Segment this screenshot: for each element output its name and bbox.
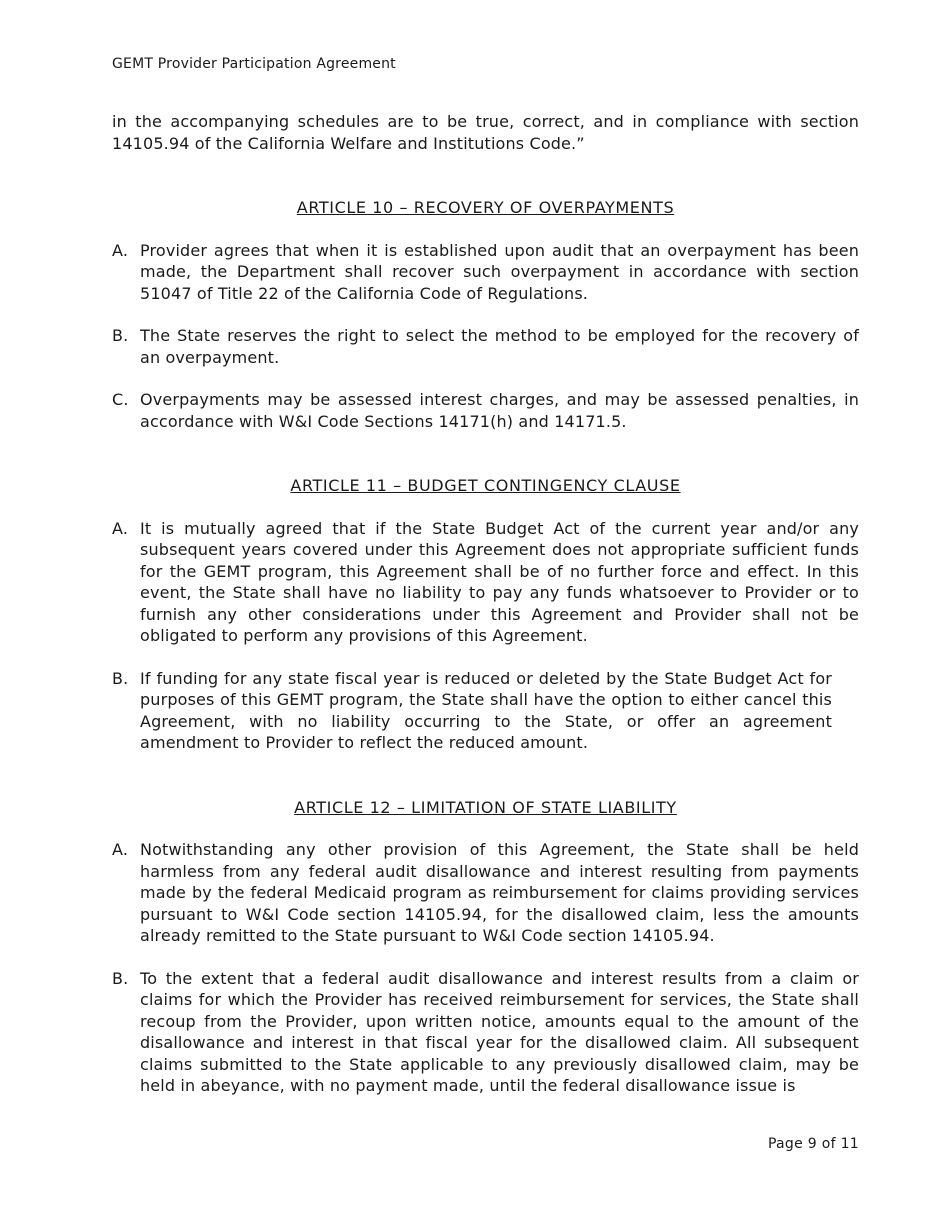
item-label: A. <box>112 840 129 859</box>
article-12-heading: ARTICLE 12 – LIMITATION OF STATE LIABILITY <box>294 797 677 817</box>
article-11-item-b <box>112 668 859 754</box>
item-text: If funding for any state fiscal year is reduced or deleted by the State Budget Act for purposes of this GEMT program, the State shall have the option to either cancel this Agreement, with no liability occurring to the State, or offer an agreement amendment to Provider to reflect the reduced amount. <box>140 668 832 752</box>
item-label: B. <box>112 668 129 688</box>
article-11-heading: ARTICLE 11 – BUDGET CONTINGENCY CLAUSE <box>290 476 681 495</box>
item-text: To the extent that a federal audit disallowance and interest results from a claim or claims for which the Provider has received reimbursement for services, the State shall recoup from the Provider, upon written notice, amounts equal to the amount of the disallowance and interest in that fiscal year for the disallowed claim. All subsequent claims submitted to the State applicable to any previously disallowed claim, may be held in abeyance, with no payment made, until the federal disallowance issue is <box>140 968 859 1095</box>
document-header: GEMT Provider Participation Agreement <box>112 56 396 72</box>
item-label: C. <box>112 390 129 409</box>
article-11-item-a <box>112 518 859 647</box>
item-text: Overpayments may be assessed interest charges, and may be assessed penalties, in accordance with W&I Code Sections 14171(h) and 14171.5. <box>140 390 859 431</box>
item-label: A. <box>112 240 129 260</box>
article-12-item-b <box>112 968 859 1097</box>
item-label: B. <box>112 968 129 988</box>
item-text: Provider agrees that when it is established upon audit that an overpayment has been made, the Department shall recover such overpayment in accordance with section 51047 of Title 22 of the California Code of Regulations. <box>140 240 859 303</box>
item-label: B. <box>112 326 129 345</box>
item-text: Notwithstanding any other provision of this Agreement, the State shall be held harmless from any federal audit disallowance and interest resulting from payments made by the federal Medicaid program as reimbursement for claims providing services pursuant to W&I Code section 14105.94, for the disallowed claim, less the amounts already remitted to the State pursuant to W&I Code section 14105.94. <box>140 840 859 945</box>
article-10-item-a <box>112 240 859 305</box>
page-number: Page 9 of 11 <box>767 1136 859 1152</box>
article-12-item-a <box>112 839 859 947</box>
intro-continuation: in the accompanying schedules are to be true, correct, and in compliance with section 14105.94 of the California Welfare and Institutions Code.” <box>112 112 859 153</box>
item-label: A. <box>112 518 129 538</box>
article-10-item-c <box>112 389 859 432</box>
document-body <box>112 111 859 1097</box>
item-text: The State reserves the right to select the method to be employed for the recovery of an overpayment. <box>140 326 859 367</box>
item-text: It is mutually agreed that if the State Budget Act of the current year and/or any subsequent years covered under this Agreement does not appropriate sufficient funds for the GEMT program, this Agreement shall be of no further force and effect. In this event, the State shall have no liability to pay any funds whatsoever to Provider or to furnish any other considerations under this Agreement and Provider shall not be obligated to perform any provisions of this Agreement. <box>140 518 859 645</box>
article-10-item-b <box>112 325 859 368</box>
article-10-heading: ARTICLE 10 – RECOVERY OF OVERPAYMENTS <box>296 198 675 217</box>
